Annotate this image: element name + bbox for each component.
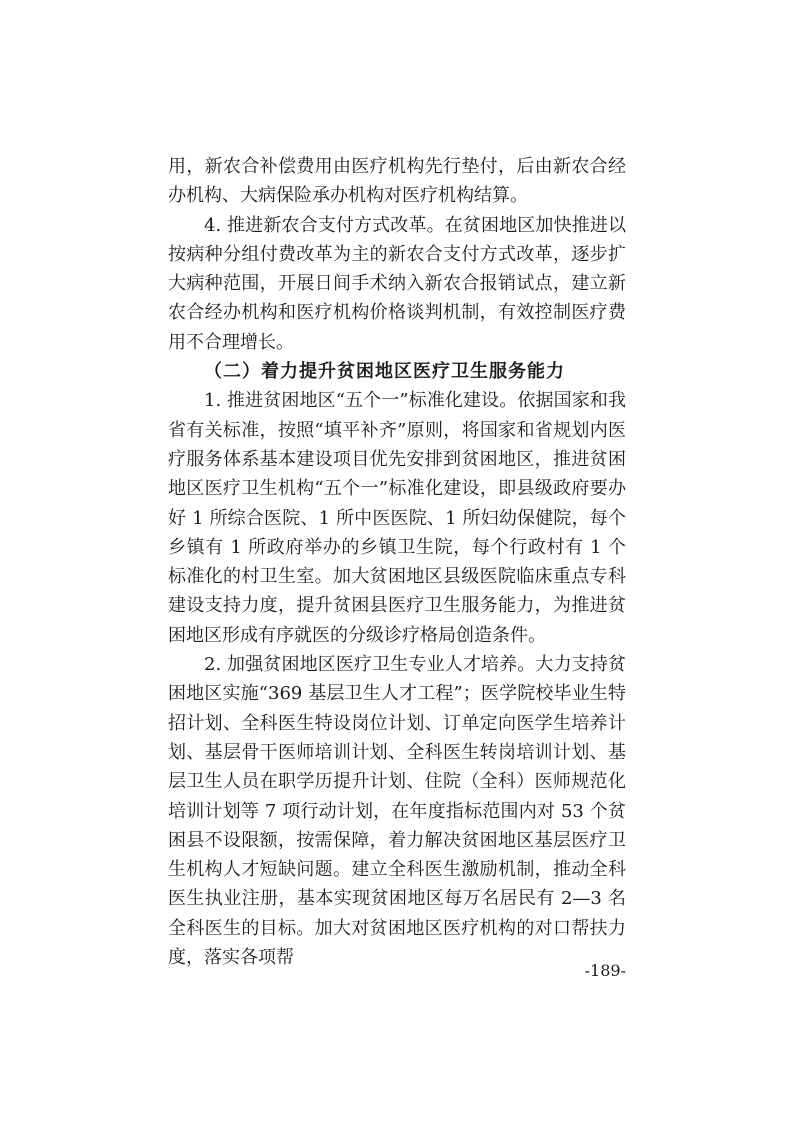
paragraph-continuation: 用，新农合补偿费用由医疗机构先行垫付，后由新农合经办机构、大病保险承办机构对医疗机构结算。 [168,156,626,207]
paragraph-payment-reform: 4. 推进新农合支付方式改革。在贫困地区加快推进以按病种分组付费改革为主的新农合支付方式改革，逐步扩大病种范围，开展日间手术纳入新农合报销试点，建立新农合经办机构和医疗机构价格谈判机制，有效控制医疗费用不合理增长。 [168,214,626,353]
paragraph-standardization: 1. 推进贫困地区“五个一”标准化建设。依据国家和我省有关标准，按照“填平补齐”原则，将国家和省规划内医疗服务体系基本建设项目优先安排到贫困地区，推进贫困地区医疗卫生机构“五个一”标准化建设，即县级政府要办好 1 所综合医院、1 所中医医院、1 所妇幼保健院，每个乡镇有 1 所政府举办的乡镇卫生院，每个行政村有 1 个标准化的村卫生室。加大贫困地区县级医院临床重点专科建设支持力度，提升贫困县医疗卫生服务能力，为推进贫困地区形成有序就医的分级诊疗格局创造条件。 [168,390,626,646]
paragraph-talent-training: 2. 加强贫困地区医疗卫生专业人才培养。大力支持贫困地区实施“369 基层卫生人才工程”；医学院校毕业生特招计划、全科医生特设岗位计划、订单定向医学生培养计划、基层骨干医师培训计划、全科医生转岗培训计划、基层卫生人员在职学历提升计划、住院（全科）医师规范化培训计划等 7 项行动计划，在年度指标范围内对 53 个贫困县不设限额，按需保障，着力解决贫困地区基层医疗卫生机构人才短缺问题。建立全科医生激励机制，推动全科医生执业注册，基本实现贫困地区每万名居民有 2—3 名全科医生的目标。加大对贫困地区医疗机构的对口帮扶力度，落实各项帮 [168,654,626,969]
page-number: -189- [584,961,626,980]
section-heading: （二）着力提升贫困地区医疗卫生服务能力 [204,361,565,383]
body-text [168,152,626,972]
